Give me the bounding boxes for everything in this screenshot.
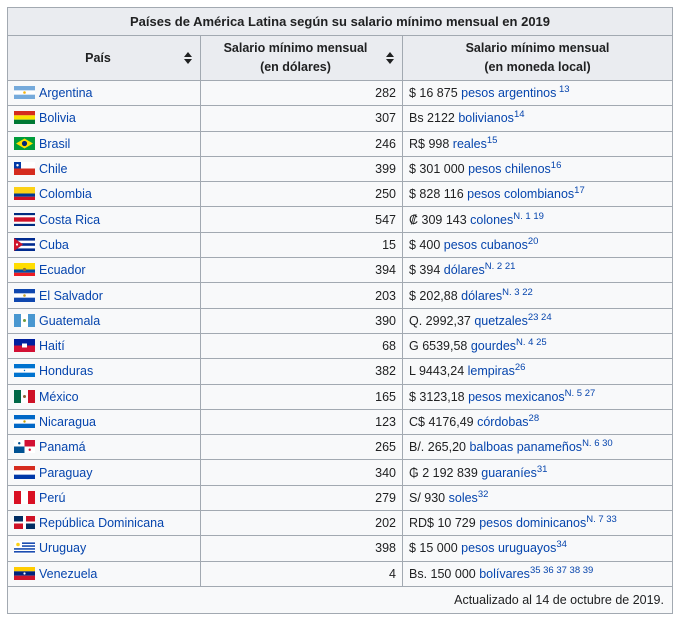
brasil-flag-icon: [14, 137, 35, 150]
local-amount: $ 202,88: [409, 288, 462, 303]
reference-link[interactable]: N. 1 19: [513, 210, 544, 222]
table-row: [8, 106, 673, 131]
usd-salary-column-header[interactable]: [201, 36, 403, 81]
usd-salary-cell: 547: [201, 207, 403, 232]
currency-link[interactable]: pesos cubanos: [443, 237, 528, 252]
table-row: [8, 435, 673, 460]
local-salary-cell: [403, 460, 673, 485]
currency-link[interactable]: soles: [448, 490, 478, 505]
chile-flag-icon: [14, 162, 35, 175]
local-amount: ₲ 2 192 839: [409, 465, 482, 480]
country-cell: [8, 308, 201, 333]
reference-link[interactable]: 32: [477, 488, 489, 500]
usd-salary-cell: 340: [201, 460, 403, 485]
usd-header-line2: (en dólares): [260, 60, 331, 74]
local-salary-cell: [403, 283, 673, 308]
table-row: [8, 536, 673, 561]
usd-salary-cell: 246: [201, 131, 403, 156]
ecuador-flag-icon: [14, 263, 35, 276]
table-row: [8, 308, 673, 333]
local-amount: L 9443,24: [409, 364, 468, 379]
reference-link[interactable]: N. 5 27: [564, 387, 596, 399]
currency-link[interactable]: reales: [452, 136, 487, 151]
local-amount: RD$ 10 729: [409, 516, 480, 531]
paraguay-flag-icon: [14, 466, 35, 479]
country-cell: [8, 106, 201, 131]
country-link[interactable]: Nicaragua: [39, 415, 96, 429]
local-amount: $ 15 000: [409, 541, 462, 556]
local-amount: S/ 930: [409, 490, 449, 505]
local-salary-cell: [403, 435, 673, 460]
local-salary-cell: [403, 182, 673, 207]
table-caption: Países de América Latina según su salario mínimo mensual en 2019: [8, 8, 673, 36]
currency-link[interactable]: quetzales: [474, 313, 528, 328]
local-amount: $ 3123,18: [409, 389, 469, 404]
country-cell: [8, 561, 201, 586]
reference-link[interactable]: 20: [527, 235, 539, 247]
country-link[interactable]: Guatemala: [39, 313, 101, 328]
currency-link[interactable]: bolívares: [479, 566, 530, 581]
country-link[interactable]: Brasil: [39, 136, 71, 151]
table-body: [8, 81, 673, 587]
local-salary-cell: [403, 131, 673, 156]
country-link[interactable]: Ecuador: [39, 263, 86, 278]
currency-link[interactable]: pesos dominicanos: [479, 516, 587, 531]
usd-salary-cell: 398: [201, 536, 403, 561]
local-salary-cell: [403, 333, 673, 358]
colombia-flag-icon: [14, 187, 35, 200]
reference-link[interactable]: 23 24: [527, 311, 552, 323]
local-salary-cell: [403, 409, 673, 434]
local-salary-cell: [403, 536, 673, 561]
country-cell: [8, 258, 201, 283]
local-amount: R$ 998: [409, 136, 453, 151]
currency-link[interactable]: pesos chilenos: [468, 162, 551, 177]
panama-flag-icon: [14, 440, 35, 453]
reference-link[interactable]: 15: [486, 134, 498, 146]
table-row: [8, 384, 673, 409]
reference-link[interactable]: 34: [556, 539, 567, 551]
country-cell: [8, 359, 201, 384]
usd-salary-cell: 123: [201, 409, 403, 434]
country-cell: [8, 536, 201, 561]
country-cell: [8, 435, 201, 460]
reference-link[interactable]: N. 3 22: [502, 286, 533, 298]
local-salary-column-header: [403, 36, 673, 81]
reference-link[interactable]: 31: [536, 463, 548, 475]
table-footer-note: Actualizado al 14 de octubre de 2019.: [8, 586, 673, 613]
bolivia-flag-icon: [14, 111, 35, 124]
local-amount: Bs 2122: [409, 111, 459, 126]
table-row: [8, 409, 673, 434]
usd-salary-cell: 15: [201, 232, 403, 257]
local-salary-cell: [403, 156, 673, 181]
reference-link[interactable]: 28: [528, 413, 540, 424]
country-link[interactable]: Perú: [39, 490, 66, 505]
haiti-flag-icon: [14, 339, 35, 352]
local-amount: $ 828 116: [409, 187, 468, 202]
currency-link[interactable]: lempiras: [467, 364, 515, 379]
local-salary-cell: [403, 561, 673, 586]
local-salary-cell: [403, 308, 673, 333]
el-salvador-flag-icon: [14, 289, 35, 302]
country-column-header[interactable]: [8, 36, 201, 81]
table-row: [8, 561, 673, 586]
currency-link[interactable]: bolivianos: [458, 111, 514, 126]
currency-link[interactable]: dólares: [443, 263, 485, 278]
currency-link[interactable]: dólares: [461, 288, 503, 303]
peru-flag-icon: [14, 491, 35, 504]
reference-link[interactable]: N. 4 25: [516, 337, 547, 349]
usd-salary-cell: 265: [201, 435, 403, 460]
table-row: [8, 258, 673, 283]
local-amount: $ 301 000: [409, 162, 469, 177]
country-cell: [8, 333, 201, 358]
table-row: [8, 131, 673, 156]
local-amount: Bs. 150 000: [409, 566, 480, 581]
country-cell: [8, 131, 201, 156]
country-cell: [8, 182, 201, 207]
country-link[interactable]: Panamá: [39, 440, 86, 455]
table-row: [8, 283, 673, 308]
country-header-label: País: [85, 50, 111, 65]
country-link[interactable]: Paraguay: [39, 465, 93, 480]
country-link[interactable]: Venezuela: [39, 566, 98, 581]
country-cell: [8, 232, 201, 257]
table-row: [8, 232, 673, 257]
country-link[interactable]: Honduras: [39, 364, 94, 379]
usd-salary-cell: 394: [201, 258, 403, 283]
usd-salary-cell: 202: [201, 511, 403, 536]
table-row: [8, 156, 673, 181]
table-row: [8, 460, 673, 485]
currency-link[interactable]: colones: [470, 212, 514, 227]
uruguay-flag-icon: [14, 541, 35, 554]
country-cell: [8, 460, 201, 485]
currency-link[interactable]: guaraníes: [481, 465, 537, 480]
nicaragua-flag-icon: [14, 415, 35, 428]
local-amount: B/. 265,20: [409, 440, 470, 455]
table-row: [8, 359, 673, 384]
usd-salary-cell: 382: [201, 359, 403, 384]
local-header-line1: Salario mínimo mensual: [465, 41, 610, 55]
country-link[interactable]: Bolivia: [39, 111, 76, 126]
country-link[interactable]: Colombia: [39, 187, 92, 202]
local-salary-cell: [403, 106, 673, 131]
local-salary-cell: [403, 258, 673, 283]
local-salary-cell: [403, 81, 673, 106]
local-amount: Q. 2992,37: [409, 313, 475, 328]
honduras-flag-icon: [14, 364, 35, 377]
reference-link[interactable]: 17: [574, 185, 585, 197]
local-amount: C$ 4176,49: [409, 415, 478, 429]
local-amount: G 6539,58: [409, 339, 471, 354]
usd-salary-cell: 68: [201, 333, 403, 358]
usd-salary-cell: 279: [201, 485, 403, 510]
venezuela-flag-icon: [14, 567, 35, 580]
reference-link[interactable]: 35 36 37 38 39: [529, 564, 594, 576]
table-row: [8, 207, 673, 232]
country-link[interactable]: Cuba: [39, 237, 69, 252]
usd-salary-cell: 165: [201, 384, 403, 409]
table-row: [8, 333, 673, 358]
local-salary-cell: [403, 207, 673, 232]
reference-link[interactable]: N. 7 33: [586, 514, 617, 526]
mexico-flag-icon: [14, 390, 35, 403]
reference-link[interactable]: 26: [514, 362, 526, 374]
currency-link[interactable]: gourdes: [470, 339, 517, 354]
country-cell: [8, 81, 201, 106]
sort-icon[interactable]: [184, 52, 192, 64]
reference-link[interactable]: 13: [556, 84, 570, 96]
local-salary-cell: [403, 384, 673, 409]
country-cell: [8, 384, 201, 409]
usd-salary-cell: 4: [201, 561, 403, 586]
usd-salary-cell: 307: [201, 106, 403, 131]
cuba-flag-icon: [14, 238, 35, 251]
country-cell: [8, 207, 201, 232]
local-amount: $ 400: [409, 237, 444, 252]
local-salary-cell: [403, 232, 673, 257]
usd-salary-cell: 399: [201, 156, 403, 181]
country-cell: [8, 156, 201, 181]
costa-rica-flag-icon: [14, 213, 35, 226]
sort-icon[interactable]: [386, 52, 394, 64]
usd-salary-cell: 282: [201, 81, 403, 106]
table-row: [8, 485, 673, 510]
usd-salary-cell: 390: [201, 308, 403, 333]
argentina-flag-icon: [14, 86, 35, 99]
currency-link[interactable]: balboas panameños: [469, 440, 583, 455]
currency-link[interactable]: pesos argentinos: [461, 86, 557, 101]
guatemala-flag-icon: [14, 314, 35, 327]
reference-link[interactable]: N. 2 21: [484, 261, 516, 273]
reference-link[interactable]: N. 6 30: [582, 438, 613, 450]
local-header-line2: (en moneda local): [484, 60, 591, 74]
country-link[interactable]: Argentina: [39, 86, 93, 101]
table-row: [8, 81, 673, 106]
table-row: [8, 182, 673, 207]
currency-link[interactable]: córdobas: [477, 415, 529, 429]
country-link[interactable]: México: [39, 389, 79, 404]
reference-link[interactable]: 14: [513, 109, 525, 121]
salary-table-container: [7, 7, 672, 614]
table-row: [8, 511, 673, 536]
country-cell: [8, 409, 201, 434]
currency-link[interactable]: pesos mexicanos: [468, 389, 565, 404]
country-link[interactable]: Chile: [39, 162, 68, 177]
local-amount: $ 16 875: [409, 86, 462, 101]
country-link[interactable]: Uruguay: [39, 541, 87, 556]
country-link[interactable]: El Salvador: [39, 288, 103, 303]
country-link[interactable]: República Dominicana: [39, 516, 165, 531]
country-cell: [8, 511, 201, 536]
usd-header-line1: Salario mínimo mensual: [223, 41, 368, 55]
usd-salary-cell: 250: [201, 182, 403, 207]
salary-table: [7, 7, 673, 614]
reference-link[interactable]: 16: [550, 160, 562, 172]
country-cell: [8, 283, 201, 308]
country-cell: [8, 485, 201, 510]
country-link[interactable]: Haití: [39, 339, 65, 354]
local-salary-cell: [403, 511, 673, 536]
local-amount: $ 394: [409, 263, 444, 278]
local-salary-cell: [403, 485, 673, 510]
local-salary-cell: [403, 359, 673, 384]
dominican-republic-flag-icon: [14, 516, 35, 529]
currency-link[interactable]: pesos uruguayos: [461, 541, 557, 556]
currency-link[interactable]: pesos colombianos: [467, 187, 575, 202]
usd-salary-cell: 203: [201, 283, 403, 308]
country-link[interactable]: Costa Rica: [39, 212, 101, 227]
local-amount: ₡ 309 143: [409, 212, 471, 227]
